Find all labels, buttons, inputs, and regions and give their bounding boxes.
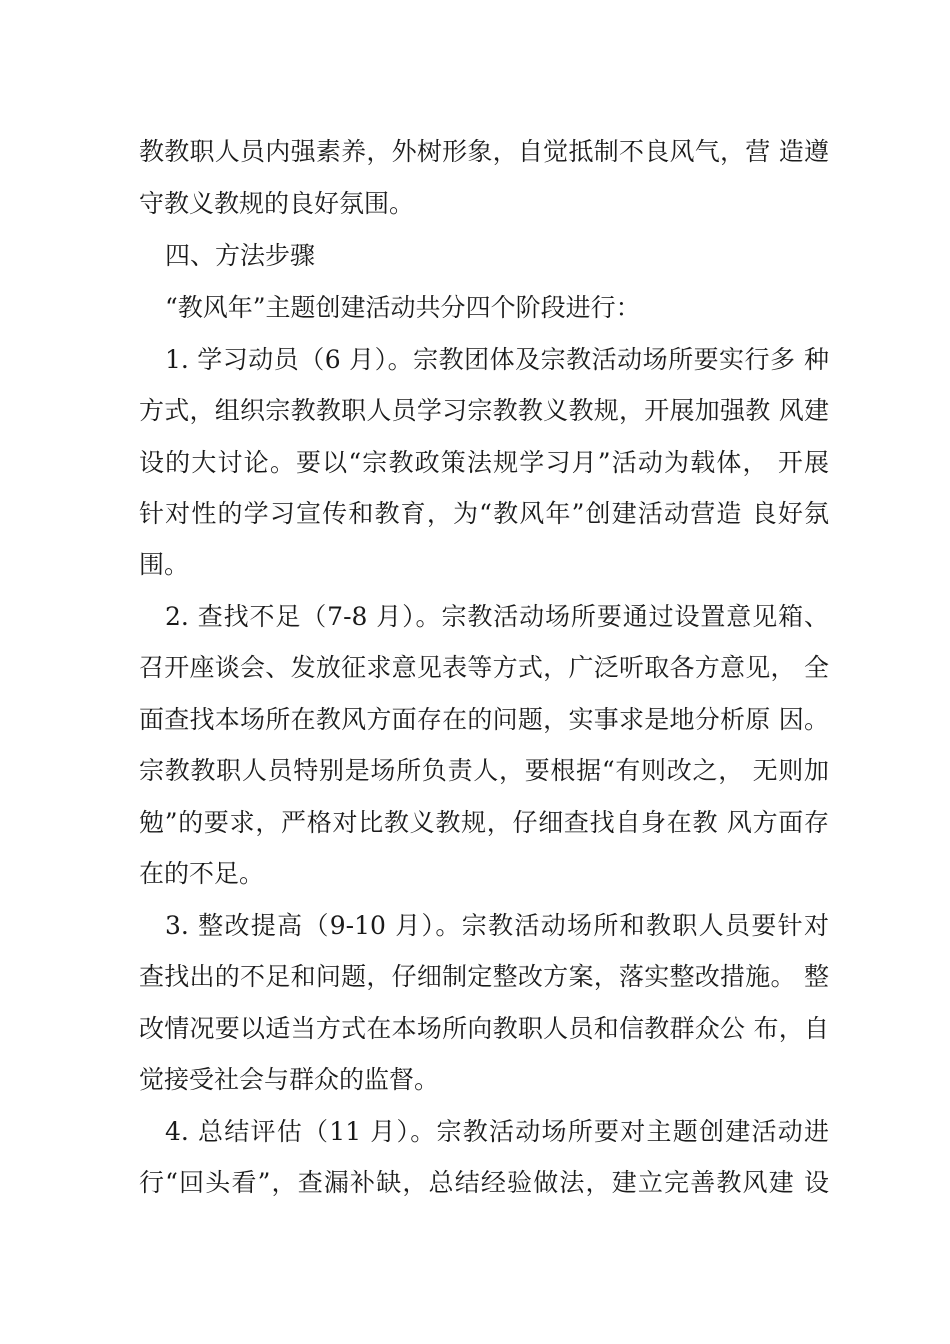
paragraph-line: 面查找本场所在教风方面存在的问题，实事求是地分析原 因。 — [139, 705, 829, 734]
paragraph-line: 1. 学习动员（6 月）。宗教团体及宗教活动场所要实行多 种 — [165, 345, 829, 374]
paragraph-line: 宗教教职人员特别是场所负责人，要根据“有则改之， 无则加 — [139, 756, 829, 785]
paragraph-line: 守教义教规的良好氛围。 — [139, 189, 415, 218]
paragraph-line: 改情况要以适当方式在本场所向教职人员和信教群众公 布，自 — [139, 1014, 829, 1043]
paragraph-line: 教教职人员内强素养，外树形象，自觉抵制不良风气，营 造遵 — [139, 137, 829, 166]
paragraph-line: 设的大讨论。要以“宗教政策法规学习月”活动为载体， 开展 — [139, 448, 829, 477]
paragraph-line: 3. 整改提高（9-10 月）。宗教活动场所和教职人员要针对 — [165, 911, 829, 940]
section-heading: 四、方法步骤 — [165, 241, 316, 270]
paragraph-line: 4. 总结评估（11 月）。宗教活动场所要对主题创建活动进 — [165, 1117, 829, 1146]
paragraph-line: 针对性的学习宣传和教育，为“教风年”创建活动营造 良好氛 — [139, 499, 829, 528]
paragraph-line: 查找出的不足和问题，仔细制定整改方案，落实整改措施。 整 — [139, 962, 829, 991]
paragraph-line: 方式，组织宗教教职人员学习宗教教义教规，开展加强教 风建 — [139, 396, 829, 425]
paragraph-line: 在的不足。 — [139, 859, 265, 888]
paragraph-line: 围。 — [139, 550, 190, 579]
paragraph-line: “教风年”主题创建活动共分四个阶段进行： — [165, 293, 641, 322]
paragraph-line: 召开座谈会、发放征求意见表等方式，广泛听取各方意见， 全 — [139, 653, 829, 682]
paragraph-line: 行“回头看”，查漏补缺，总结经验做法，建立完善教风建 设 — [139, 1168, 829, 1197]
paragraph-line: 2. 查找不足（7-8 月）。宗教活动场所要通过设置意见箱、 — [165, 602, 829, 631]
paragraph-line: 觉接受社会与群众的监督。 — [139, 1065, 440, 1094]
paragraph-line: 勉”的要求，严格对比教义教规，仔细查找自身在教 风方面存 — [139, 808, 829, 837]
